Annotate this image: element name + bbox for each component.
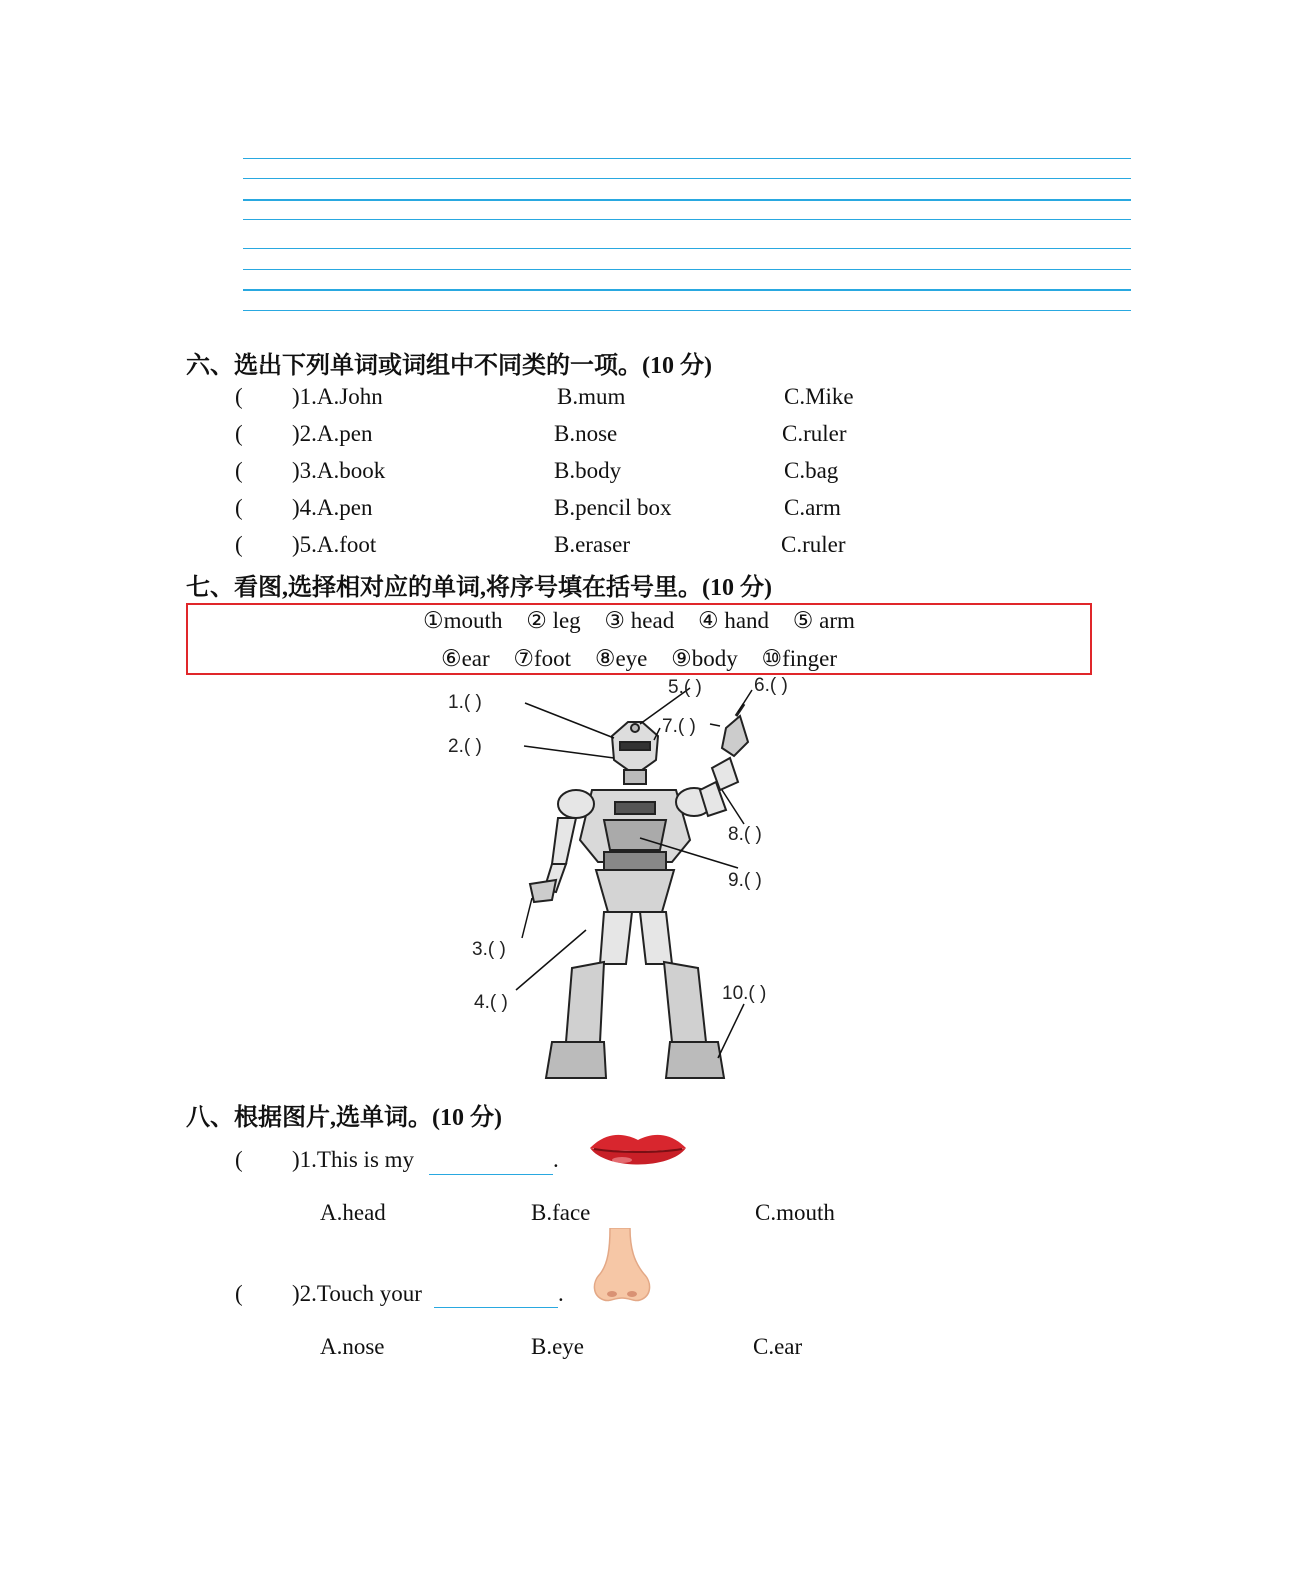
option-c: C.ear bbox=[753, 1334, 803, 1359]
section6-heading: 六、选出下列单词或词组中不同类的一项。(10 分) bbox=[186, 353, 712, 379]
word-bank-item: ⑨body bbox=[671, 646, 738, 671]
lips-icon bbox=[588, 1130, 688, 1174]
label-4[interactable]: 4.( ) bbox=[474, 992, 508, 1013]
option-c: C.ruler bbox=[781, 532, 846, 557]
label-8[interactable]: 8.( ) bbox=[728, 824, 762, 845]
option-c: C.Mike bbox=[784, 384, 854, 409]
word-bank-row bbox=[188, 646, 1090, 672]
answer-blank[interactable] bbox=[434, 1285, 558, 1308]
word-bank-item: ⑤ arm bbox=[792, 608, 855, 633]
question-stem: )5.A.foot bbox=[292, 532, 377, 557]
answer-paren[interactable]: ( bbox=[235, 458, 243, 483]
sentence-end: . bbox=[558, 1281, 564, 1306]
question-stem: )2.A.pen bbox=[292, 421, 373, 446]
nose-icon bbox=[590, 1228, 654, 1304]
answer-paren[interactable]: ( bbox=[235, 1147, 243, 1172]
writing-rule bbox=[243, 158, 1131, 159]
option-c: C.mouth bbox=[755, 1200, 835, 1225]
answer-paren[interactable]: ( bbox=[235, 532, 243, 557]
label-1[interactable]: 1.( ) bbox=[448, 692, 482, 713]
option-c: C.ruler bbox=[782, 421, 847, 446]
option-c: C.bag bbox=[784, 458, 839, 483]
word-bank-item: ④ hand bbox=[697, 608, 770, 633]
writing-rule bbox=[243, 269, 1131, 270]
answer-paren[interactable]: ( bbox=[235, 421, 243, 446]
writing-rule bbox=[243, 219, 1131, 220]
label-10[interactable]: 10.( ) bbox=[722, 983, 767, 1004]
writing-rule bbox=[243, 248, 1131, 249]
option-c: C.arm bbox=[784, 495, 841, 520]
word-bank-item: ⑧eye bbox=[594, 646, 648, 671]
label-2[interactable]: 2.( ) bbox=[448, 736, 482, 757]
writing-rule bbox=[243, 289, 1131, 291]
option-a: A.nose bbox=[320, 1334, 385, 1359]
label-7[interactable]: 7.( ) bbox=[662, 716, 696, 737]
option-b: B.face bbox=[531, 1200, 591, 1225]
option-b: B.body bbox=[554, 458, 622, 483]
section7-heading: 七、看图,选择相对应的单词,将序号填在括号里。(10 分) bbox=[186, 575, 772, 601]
word-bank bbox=[186, 603, 1092, 675]
word-bank-item: ①mouth bbox=[423, 608, 503, 633]
section8-heading: 八、根据图片,选单词。(10 分) bbox=[186, 1105, 502, 1131]
answer-paren[interactable]: ( bbox=[235, 1281, 243, 1306]
answer-paren[interactable]: ( bbox=[235, 384, 243, 409]
writing-rule bbox=[243, 310, 1131, 311]
word-bank-item: ② leg bbox=[526, 608, 581, 633]
question-stem: )2.Touch your bbox=[292, 1281, 422, 1306]
option-b: B.eye bbox=[531, 1334, 585, 1359]
question-stem: )4.A.pen bbox=[292, 495, 373, 520]
word-bank-row bbox=[188, 608, 1090, 634]
question-stem: )1.This is my bbox=[292, 1147, 415, 1172]
label-6[interactable]: 6.( ) bbox=[754, 675, 788, 696]
label-9[interactable]: 9.( ) bbox=[728, 870, 762, 891]
question-stem: )3.A.book bbox=[292, 458, 386, 483]
writing-rule bbox=[243, 199, 1131, 201]
option-a: A.head bbox=[320, 1200, 386, 1225]
word-bank-item: ⑥ear bbox=[440, 646, 490, 671]
answer-blank[interactable] bbox=[429, 1152, 553, 1175]
robot-icon bbox=[0, 678, 1291, 1098]
writing-rule bbox=[243, 178, 1131, 179]
sentence-end: . bbox=[553, 1147, 559, 1172]
label-3[interactable]: 3.( ) bbox=[472, 939, 506, 960]
word-bank-item: ⑦foot bbox=[513, 646, 572, 671]
option-b: B.eraser bbox=[554, 532, 630, 557]
answer-paren[interactable]: ( bbox=[235, 495, 243, 520]
option-b: B.pencil box bbox=[554, 495, 672, 520]
word-bank-item: ③ head bbox=[604, 608, 675, 633]
question-stem: )1.A.John bbox=[292, 384, 383, 409]
option-b: B.nose bbox=[554, 421, 618, 446]
word-bank-item: ⑩finger bbox=[761, 646, 838, 671]
label-5[interactable]: 5.( ) bbox=[668, 677, 702, 698]
option-b: B.mum bbox=[557, 384, 626, 409]
